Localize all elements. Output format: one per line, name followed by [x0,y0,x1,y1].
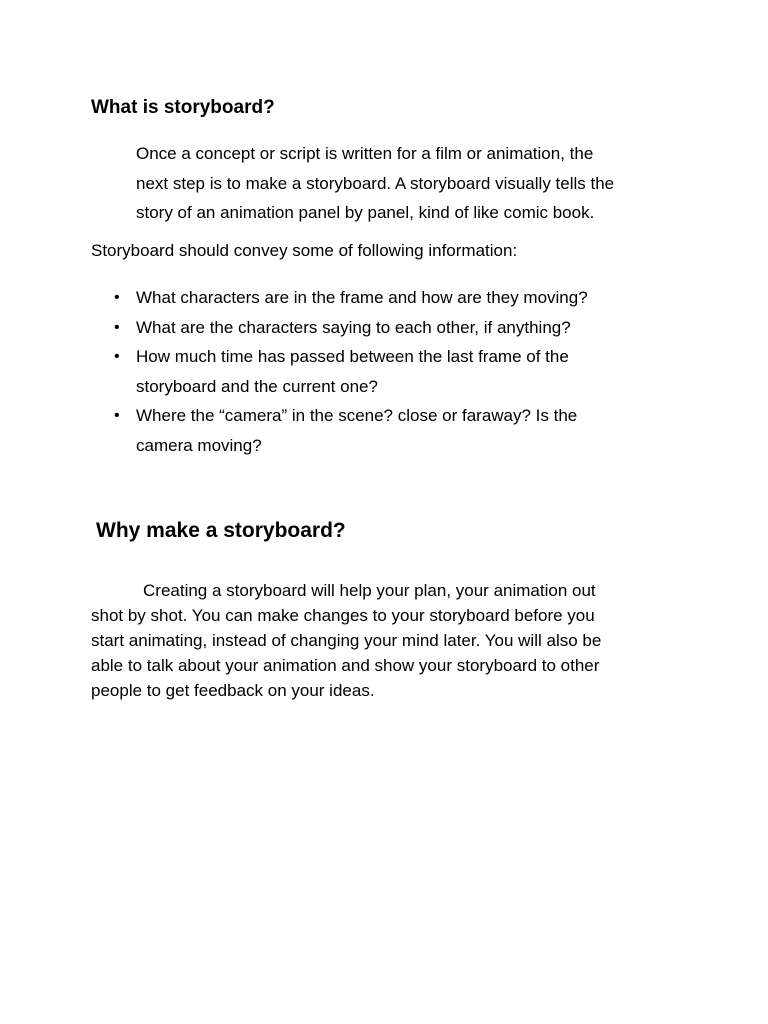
bullet-text: camera moving? [136,435,262,455]
bullet-icon: • [114,348,120,365]
bullet-text: storyboard and the current one? [136,376,378,396]
intro-line: story of an animation panel by panel, kind of like comic book. [136,203,595,222]
intro-line: Once a concept or script is written for a film or animation, the [136,144,594,163]
intro-paragraph [136,139,681,228]
bullet-item [114,313,676,343]
why-line: people to get feedback on your ideas. [91,681,375,700]
heading-why-make-storyboard: Why make a storyboard? [96,519,346,542]
bullet-item [114,283,676,313]
why-line: shot by shot. You can make changes to your storyboard before you [91,606,595,625]
bullet-text: What are the characters saying to each other, if anything? [136,317,571,337]
why-line: start animating, instead of changing your mind later. You will also be [91,631,602,650]
bullet-icon: • [114,407,120,424]
bullet-item [114,401,676,460]
bullet-text: How much time has passed between the last frame of the [136,347,569,366]
bullet-item [114,342,676,401]
why-paragraph [91,578,671,703]
lead-sentence: Storyboard should convey some of following information: [91,241,518,260]
info-bullet-list [114,283,676,460]
bullet-icon: • [114,289,120,306]
why-line: Creating a storyboard will help your plan, your animation out [143,581,596,600]
why-line: able to talk about your animation and show your storyboard to other [91,656,600,675]
intro-line: next step is to make a storyboard. A storyboard visually tells the [136,173,615,193]
heading-what-is-storyboard: What is storyboard? [91,97,275,118]
bullet-text: What characters are in the frame and how are they moving? [136,288,588,307]
bullet-text: Where the “camera” in the scene? close or faraway? Is the [136,406,578,425]
bullet-icon: • [114,318,120,336]
